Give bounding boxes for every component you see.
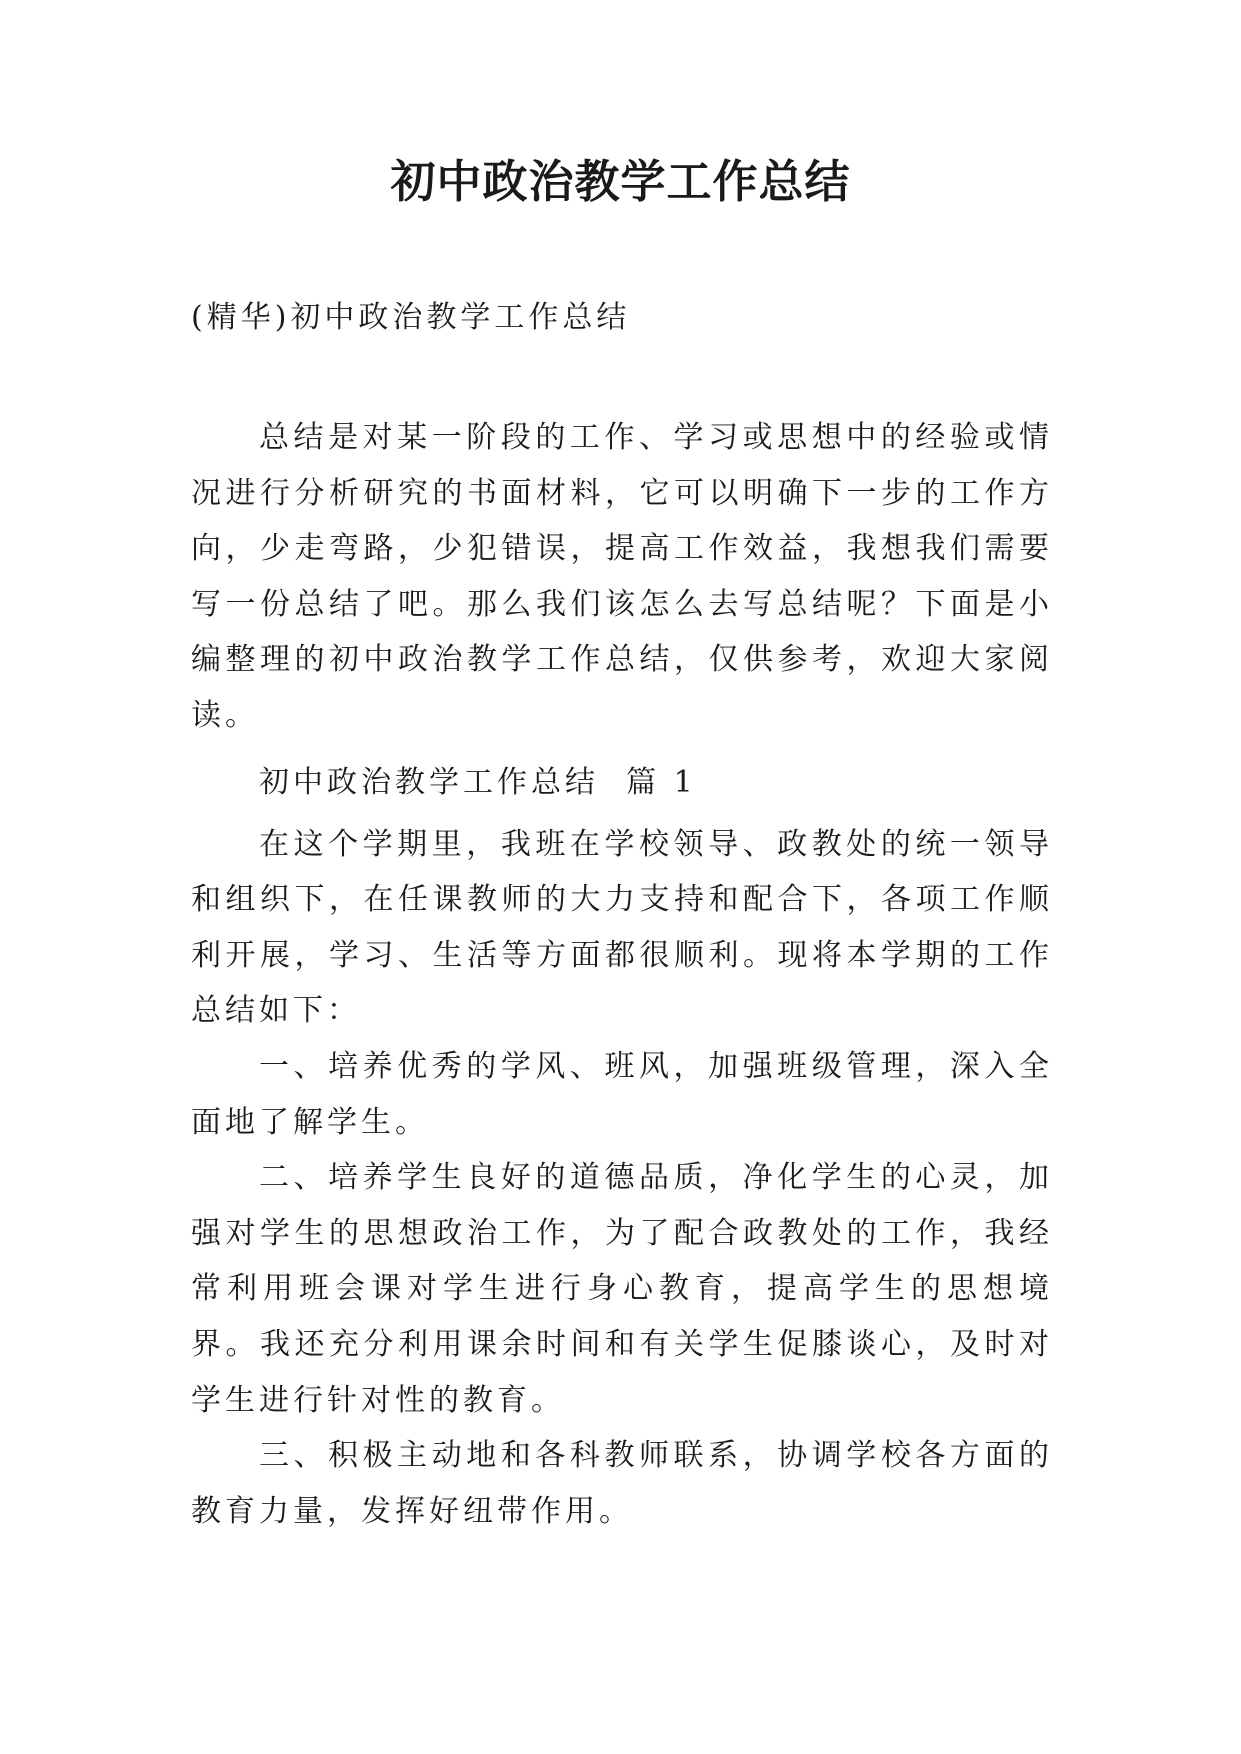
document-title: 初中政治教学工作总结 [390, 155, 851, 208]
body-paragraph: 二、培养学生良好的道德品质，净化学生的心灵，加强对学生的思想政治工作，为了配合政教处的工作，我经常利用班会课对学生进行身心教育，提高学生的思想境界。我还充分利用课余时间和有关学生促膝谈心，及时对学生进行针对性的教育。 [191, 1160, 1053, 1418]
section-body [191, 755, 1053, 1539]
document-subtitle: (精华)初中政治教学工作总结 [191, 300, 631, 335]
body-paragraph: 在这个学期里，我班在学校领导、政教处的统一领导和组织下，在任课教师的大力支持和配合下，各项工作顺利开展，学习、生活等方面都很顺利。现将本学期的工作总结如下： [191, 826, 1053, 1029]
body-paragraph: 一、培养优秀的学风、班风，加强班级管理，深入全面地了解学生。 [191, 1048, 1053, 1140]
section-heading: 初中政治教学工作总结 篇 1 [259, 765, 697, 800]
intro-paragraph: 总结是对某一阶段的工作、学习或思想中的经验或情况进行分析研究的书面材料，它可以明确下一步的工作方向，少走弯路，少犯错误，提高工作效益，我想我们需要写一份总结了吧。那么我们该怎么去写总结呢？下面是小编整理的初中政治教学工作总结，仅供参考，欢迎大家阅读。 [191, 420, 1053, 733]
body-paragraph: 三、积极主动地和各科教师联系，协调学校各方面的教育力量，发挥好纽带作用。 [191, 1438, 1053, 1529]
